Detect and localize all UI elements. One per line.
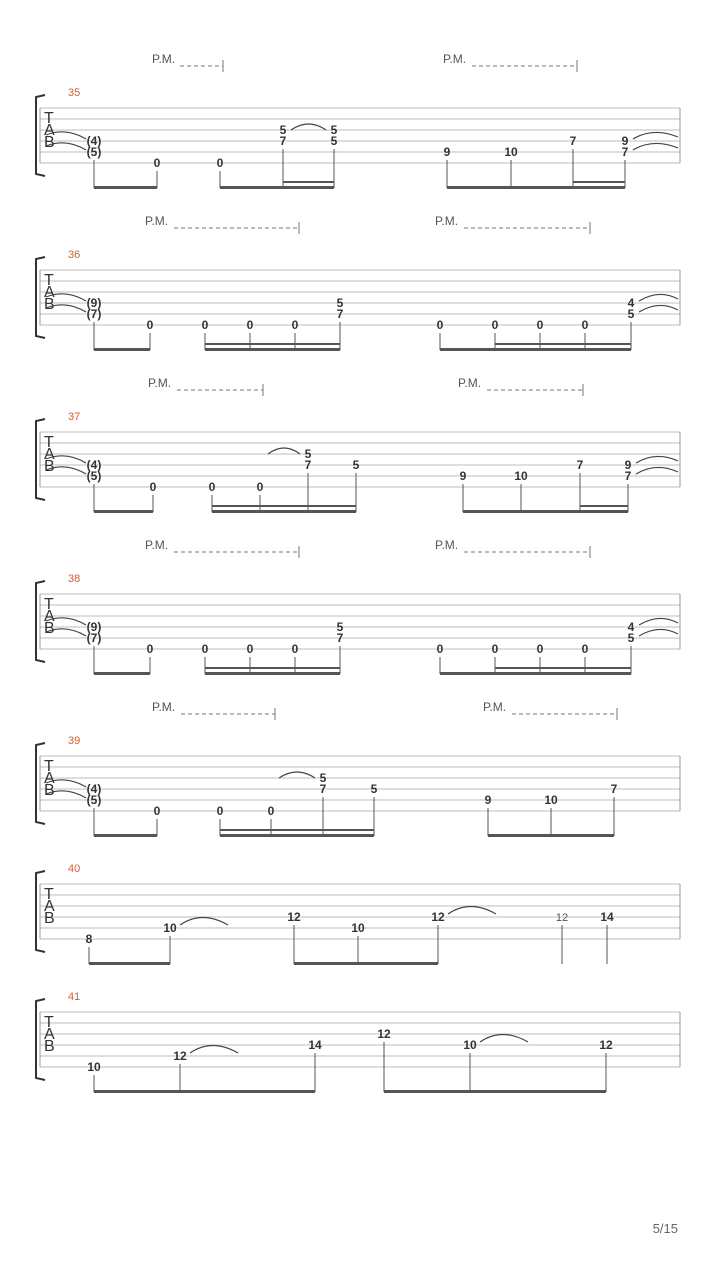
palm-mute-label: P.M. <box>435 538 459 552</box>
fret-number: 5 <box>304 447 312 461</box>
tab-clef-letter: A <box>44 608 55 625</box>
tab-clef-letter: A <box>44 446 55 463</box>
fret-number: 0 <box>536 318 544 332</box>
fret-number: 5 <box>352 458 360 472</box>
beam-secondary <box>212 505 356 507</box>
beam <box>384 1090 470 1093</box>
fret-number: 0 <box>291 318 299 332</box>
fret-number: (4) <box>86 458 102 472</box>
tab-clef-letter: T <box>44 434 54 451</box>
tab-clef-letter: B <box>44 620 55 637</box>
tie-arc <box>639 629 678 636</box>
tie-arc <box>633 143 678 150</box>
tie-arc <box>636 456 678 463</box>
fret-number: 10 <box>504 145 518 159</box>
palm-mute-label: P.M. <box>483 700 507 714</box>
beam <box>447 186 511 189</box>
fret-number: 7 <box>569 134 577 148</box>
fret-number: 10 <box>351 921 365 935</box>
palm-mute-label: P.M. <box>145 214 169 228</box>
beam <box>220 834 374 837</box>
fret-number: 8 <box>85 932 93 946</box>
tab-clef-letter: B <box>44 458 55 475</box>
fret-number: (7) <box>86 631 102 645</box>
beam <box>511 186 625 189</box>
measure-number: 39 <box>68 735 81 747</box>
beam <box>94 186 157 189</box>
tab-clef-letter: T <box>44 1014 54 1031</box>
fret-number: (7) <box>86 307 102 321</box>
fret-number: 0 <box>246 318 254 332</box>
fret-number: 5 <box>336 296 344 310</box>
fret-number: 7 <box>624 469 632 483</box>
tie-arc <box>636 467 678 474</box>
slur-arc <box>279 772 315 778</box>
tab-clef-letter: T <box>44 758 54 775</box>
fret-number: 10 <box>514 469 528 483</box>
fret-number: 0 <box>246 642 254 656</box>
fret-number: 0 <box>291 642 299 656</box>
beam <box>89 962 170 965</box>
tab-clef-letter: A <box>44 284 55 301</box>
fret-number: 0 <box>153 804 161 818</box>
measure-number: 41 <box>68 991 81 1003</box>
tab-clef-letter: B <box>44 134 55 151</box>
measure-number: 37 <box>68 411 81 423</box>
palm-mute-label: P.M. <box>148 376 172 390</box>
fret-number: 5 <box>330 123 338 137</box>
tie-arc <box>639 294 678 301</box>
fret-number: 10 <box>87 1060 101 1074</box>
fret-number: 0 <box>216 156 224 170</box>
fret-number: 0 <box>581 318 589 332</box>
fret-number: 12 <box>599 1038 613 1052</box>
beam <box>358 962 438 965</box>
beam-secondary <box>573 181 625 183</box>
fret-number: 9 <box>459 469 467 483</box>
fret-number: 7 <box>319 782 327 796</box>
measure-number: 38 <box>68 573 81 585</box>
beam <box>220 186 334 189</box>
fret-number: (9) <box>86 296 102 310</box>
beam <box>488 834 551 837</box>
tie-arc <box>180 918 228 926</box>
fret-number: 5 <box>330 134 338 148</box>
beam-secondary <box>220 829 374 831</box>
tab-clef-letter: T <box>44 110 54 127</box>
beam <box>470 1090 606 1093</box>
tab-clef-letter: T <box>44 596 54 613</box>
beam-secondary <box>495 343 631 345</box>
beam <box>94 834 157 837</box>
fret-number: 10 <box>463 1038 477 1052</box>
beam-secondary <box>495 667 631 669</box>
fret-number: 4 <box>627 296 635 310</box>
tie-arc <box>480 1035 528 1043</box>
fret-number: 9 <box>624 458 632 472</box>
palm-mute-label: P.M. <box>145 538 169 552</box>
beam <box>551 834 614 837</box>
fret-number: 0 <box>201 318 209 332</box>
fret-number: 7 <box>336 307 344 321</box>
fret-number: 7 <box>610 782 618 796</box>
tie-arc <box>639 618 678 625</box>
fret-number: (4) <box>86 134 102 148</box>
fret-number: (5) <box>86 145 102 159</box>
fret-number: 12 <box>555 912 569 924</box>
fret-number: 0 <box>491 642 499 656</box>
palm-mute-label: P.M. <box>152 700 176 714</box>
tie-arc <box>448 907 496 915</box>
fret-number: 0 <box>208 480 216 494</box>
tie-arc <box>639 305 678 312</box>
fret-number: 5 <box>279 123 287 137</box>
tab-system <box>36 214 680 351</box>
palm-mute-label: P.M. <box>443 52 467 66</box>
tie-arc <box>190 1046 238 1054</box>
fret-number: 9 <box>443 145 451 159</box>
fret-number: (4) <box>86 782 102 796</box>
fret-number: 9 <box>621 134 629 148</box>
fret-number: 0 <box>436 642 444 656</box>
palm-mute-label: P.M. <box>152 52 176 66</box>
tab-system <box>36 538 680 675</box>
beam-secondary <box>205 667 340 669</box>
fret-number: (9) <box>86 620 102 634</box>
fret-number: 0 <box>153 156 161 170</box>
tab-clef-letter: B <box>44 1038 55 1055</box>
beam-secondary <box>283 181 334 183</box>
fret-number: 12 <box>377 1027 391 1041</box>
fret-number: 0 <box>491 318 499 332</box>
fret-number: 5 <box>627 307 635 321</box>
fret-number: 5 <box>627 631 635 645</box>
fret-number: 0 <box>201 642 209 656</box>
fret-number: 0 <box>256 480 264 494</box>
beam <box>440 672 495 675</box>
fret-number: 0 <box>216 804 224 818</box>
fret-number: 7 <box>576 458 584 472</box>
fret-number: (5) <box>86 469 102 483</box>
tab-system <box>36 52 680 189</box>
fret-number: 7 <box>279 134 287 148</box>
tab-system <box>36 863 680 965</box>
measure-number: 36 <box>68 249 81 261</box>
slur-arc <box>291 124 326 130</box>
tab-system <box>36 700 680 837</box>
tab-system <box>36 376 680 513</box>
beam <box>205 348 340 351</box>
fret-number: 9 <box>484 793 492 807</box>
fret-number: 7 <box>304 458 312 472</box>
tab-system <box>36 991 680 1093</box>
beam <box>440 348 495 351</box>
fret-number: 14 <box>600 910 614 924</box>
fret-number: 7 <box>621 145 629 159</box>
beam <box>463 510 521 513</box>
fret-number: 12 <box>173 1049 187 1063</box>
palm-mute-label: P.M. <box>435 214 459 228</box>
tab-clef-letter: A <box>44 1026 55 1043</box>
fret-number: 0 <box>149 480 157 494</box>
tie-arc <box>633 132 678 139</box>
tab-clef-letter: B <box>44 296 55 313</box>
fret-number: 5 <box>319 771 327 785</box>
tab-clef-letter: B <box>44 782 55 799</box>
fret-number: 10 <box>544 793 558 807</box>
tab-clef-letter: A <box>44 122 55 139</box>
beam <box>94 1090 180 1093</box>
beam <box>94 672 150 675</box>
fret-number: 0 <box>536 642 544 656</box>
beam <box>94 348 150 351</box>
beam <box>205 672 340 675</box>
beam <box>180 1090 315 1093</box>
fret-number: 10 <box>163 921 177 935</box>
fret-number: 4 <box>627 620 635 634</box>
tab-clef-letter: T <box>44 886 54 903</box>
beam-secondary <box>205 343 340 345</box>
fret-number: (5) <box>86 793 102 807</box>
beam <box>521 510 628 513</box>
fret-number: 7 <box>336 631 344 645</box>
fret-number: 5 <box>370 782 378 796</box>
measure-number: 40 <box>68 863 81 875</box>
fret-number: 0 <box>267 804 275 818</box>
fret-number: 14 <box>308 1038 322 1052</box>
beam <box>212 510 356 513</box>
fret-number: 5 <box>336 620 344 634</box>
tab-clef-letter: A <box>44 770 55 787</box>
tab-clef-letter: B <box>44 910 55 927</box>
tab-clef-letter: T <box>44 272 54 289</box>
fret-number: 0 <box>146 318 154 332</box>
fret-number: 12 <box>431 910 445 924</box>
slur-arc <box>268 448 300 454</box>
measure-number: 35 <box>68 87 81 99</box>
fret-number: 12 <box>287 910 301 924</box>
tab-clef-letter: A <box>44 898 55 915</box>
beam-secondary <box>580 505 628 507</box>
fret-number: 0 <box>146 642 154 656</box>
fret-number: 0 <box>581 642 589 656</box>
page-number: 5/15 <box>652 1221 678 1236</box>
beam <box>294 962 358 965</box>
fret-number: 0 <box>436 318 444 332</box>
beam <box>94 510 153 513</box>
beam <box>495 348 631 351</box>
palm-mute-label: P.M. <box>458 376 482 390</box>
beam <box>495 672 631 675</box>
